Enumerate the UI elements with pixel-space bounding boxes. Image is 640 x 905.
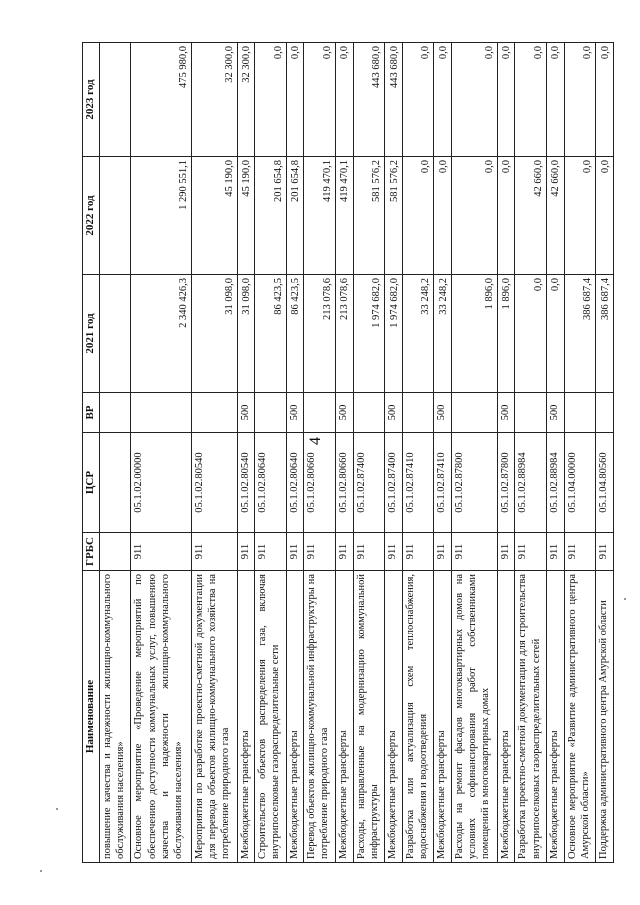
cell-vr: 500 (434, 393, 451, 433)
cell-csr: 05.1.02.80660 (304, 433, 336, 533)
cell-2023: 0,0 (547, 43, 564, 157)
cell-vr: 500 (547, 393, 564, 433)
cell-2021: 31 098,0 (237, 275, 254, 393)
cell-grbs: 911 (434, 533, 451, 571)
header-2023: 2023 год (83, 43, 100, 157)
cell-csr: 05.1.04.00000 (564, 433, 596, 533)
scan-speck (56, 808, 58, 810)
cell-2023: 32 300,0 (237, 43, 254, 157)
cell-2022: 42 660,0 (547, 157, 564, 275)
cell-2021: 213 078,6 (304, 275, 336, 393)
cell-grbs: 911 (286, 533, 303, 571)
cell-name: Межбюджетные трансферты (434, 571, 451, 863)
page-number: 4 (307, 437, 324, 445)
table-row (596, 43, 614, 863)
cell-2022: 0,0 (451, 157, 497, 275)
cell-csr: 05.1.02.88984 (515, 433, 547, 533)
cell-2022: 45 190,0 (191, 157, 237, 275)
rotated-table-wrapper (82, 43, 614, 863)
cell-name: Строительство объектов распределения газа, включая внутрипоселковые газораспределительные сети (255, 571, 287, 863)
cell-vr (564, 393, 596, 433)
table-row (564, 43, 596, 863)
cell-2021: 386 687,4 (596, 275, 614, 393)
cell-2021: 33 248,2 (434, 275, 451, 393)
cell-name: Мероприятия по разработке проектно-сметной документации для перевода объектов жилищно-коммунального хозяйства на потребление природного газа (191, 571, 237, 863)
cell-vr (191, 393, 237, 433)
cell-2023: 0,0 (402, 43, 434, 157)
cell-2023: 0,0 (515, 43, 547, 157)
cell-csr: 05.1.02.87410 (434, 433, 451, 533)
cell-grbs: 911 (497, 533, 514, 571)
cell-vr (131, 393, 191, 433)
cell-2022: 201 654,8 (255, 157, 287, 275)
cell-2023: 475 980,0 (131, 43, 191, 157)
header-grbs: ГРБС (83, 533, 100, 571)
cell-vr (451, 393, 497, 433)
cell-csr: 05.1.02.80640 (255, 433, 287, 533)
cell-2023: 0,0 (497, 43, 514, 157)
table-row (286, 43, 303, 863)
cell-vr: 500 (385, 393, 402, 433)
table-row (255, 43, 287, 863)
cell-name: Межбюджетные трансферты (336, 571, 353, 863)
cell-vr (402, 393, 434, 433)
table-row (353, 43, 385, 863)
cell-grbs: 911 (336, 533, 353, 571)
cell-2023: 0,0 (286, 43, 303, 157)
table-row (99, 43, 131, 863)
cell-2023: 0,0 (564, 43, 596, 157)
cell-name: Межбюджетные трансферты (385, 571, 402, 863)
cell-vr: 500 (286, 393, 303, 433)
cell-2021 (99, 275, 131, 393)
cell-2023: 443 680,0 (385, 43, 402, 157)
cell-grbs: 911 (547, 533, 564, 571)
cell-csr: 05.1.02.00000 (131, 433, 191, 533)
cell-grbs: 911 (304, 533, 336, 571)
table-row (304, 43, 336, 863)
cell-grbs: 911 (191, 533, 237, 571)
table-row (547, 43, 564, 863)
cell-2023: 0,0 (434, 43, 451, 157)
cell-2021: 0,0 (547, 275, 564, 393)
cell-vr: 500 (497, 393, 514, 433)
cell-csr: 05.1.02.88984 (547, 433, 564, 533)
cell-2023: 0,0 (255, 43, 287, 157)
header-vr: ВР (83, 393, 100, 433)
cell-vr (255, 393, 287, 433)
cell-2021: 86 423,5 (255, 275, 287, 393)
cell-2022: 1 290 551,1 (131, 157, 191, 275)
cell-name: Перевод объектов жилищно-коммунальной инфраструктуры на потребление природного газа (304, 571, 336, 863)
cell-2022: 419 470,1 (336, 157, 353, 275)
cell-grbs (99, 533, 131, 571)
table-row (336, 43, 353, 863)
cell-name: Поддержка административного центра Амурской области (596, 571, 614, 863)
cell-2022: 45 190,0 (237, 157, 254, 275)
cell-2022: 0,0 (434, 157, 451, 275)
cell-vr (353, 393, 385, 433)
cell-csr: 05.1.02.87400 (385, 433, 402, 533)
cell-vr (304, 393, 336, 433)
cell-2021: 1 896,0 (451, 275, 497, 393)
scan-speck (624, 598, 626, 600)
table-row (434, 43, 451, 863)
cell-name: Межбюджетные трансферты (497, 571, 514, 863)
cell-vr: 500 (336, 393, 353, 433)
header-csr: ЦСР (83, 433, 100, 533)
cell-name: Расходы на ремонт фасадов многоквартирных домов на условиях софинансирования работ собственниками помещений в многоквартирных домах (451, 571, 497, 863)
cell-grbs: 911 (385, 533, 402, 571)
cell-2022: 0,0 (564, 157, 596, 275)
cell-2022: 581 576,2 (353, 157, 385, 275)
table-header-row (83, 43, 100, 863)
cell-2023 (99, 43, 131, 157)
cell-2022: 419 470,1 (304, 157, 336, 275)
cell-2023: 0,0 (451, 43, 497, 157)
cell-grbs: 911 (564, 533, 596, 571)
cell-grbs: 911 (237, 533, 254, 571)
cell-2021: 86 423,5 (286, 275, 303, 393)
header-2021: 2021 год (83, 275, 100, 393)
cell-2021: 0,0 (515, 275, 547, 393)
cell-name: Разработка проектно-сметной документации для строительства внутрипоселковых газораспределительных сетей (515, 571, 547, 863)
table-row (497, 43, 514, 863)
cell-2022: 42 660,0 (515, 157, 547, 275)
cell-csr: 05.1.02.87800 (497, 433, 514, 533)
scan-speck (40, 870, 42, 872)
cell-csr: 05.1.02.87410 (402, 433, 434, 533)
cell-2023: 32 300,0 (191, 43, 237, 157)
cell-2023: 443 680,0 (353, 43, 385, 157)
cell-2022 (99, 157, 131, 275)
cell-csr: 05.1.02.80540 (237, 433, 254, 533)
header-2022: 2022 год (83, 157, 100, 275)
cell-csr: 05.1.02.87800 (451, 433, 497, 533)
cell-2022: 0,0 (596, 157, 614, 275)
table-row (451, 43, 497, 863)
cell-vr (99, 393, 131, 433)
cell-2021: 33 248,2 (402, 275, 434, 393)
cell-csr: 05.1.02.80640 (286, 433, 303, 533)
cell-name: Межбюджетные трансферты (547, 571, 564, 863)
cell-name: повышение качества и надежности жилищно-коммунального обслуживания населения» (99, 571, 131, 863)
cell-vr (596, 393, 614, 433)
table-row (385, 43, 402, 863)
cell-2022: 0,0 (497, 157, 514, 275)
cell-csr: 05.1.02.87400 (353, 433, 385, 533)
cell-grbs: 911 (255, 533, 287, 571)
cell-2022: 201 654,8 (286, 157, 303, 275)
cell-name: Межбюджетные трансферты (286, 571, 303, 863)
cell-2021: 1 974 682,0 (385, 275, 402, 393)
table-row (191, 43, 237, 863)
cell-csr: 05.1.04.80560 (596, 433, 614, 533)
cell-2021: 213 078,6 (336, 275, 353, 393)
cell-2021: 1 974 682,0 (353, 275, 385, 393)
cell-2021: 2 340 426,3 (131, 275, 191, 393)
budget-table (82, 42, 614, 863)
cell-2021: 386 687,4 (564, 275, 596, 393)
cell-grbs: 911 (515, 533, 547, 571)
cell-2023: 0,0 (596, 43, 614, 157)
cell-csr: 05.1.02.80540 (191, 433, 237, 533)
cell-csr: 05.1.02.80660 (336, 433, 353, 533)
cell-grbs: 911 (451, 533, 497, 571)
cell-2022: 581 576,2 (385, 157, 402, 275)
cell-grbs: 911 (596, 533, 614, 571)
cell-csr (99, 433, 131, 533)
header-name: Наименование (83, 571, 100, 863)
cell-name: Расходы, направленные на модернизацию коммунальной инфраструктуры (353, 571, 385, 863)
table-row (237, 43, 254, 863)
cell-vr: 500 (237, 393, 254, 433)
cell-name: Разработка или актуализация схем теплоснабжения, водоснабжения и водоотведения (402, 571, 434, 863)
cell-grbs: 911 (353, 533, 385, 571)
table-row (131, 43, 191, 863)
cell-vr (515, 393, 547, 433)
cell-2023: 0,0 (304, 43, 336, 157)
table-row (402, 43, 434, 863)
cell-2022: 0,0 (402, 157, 434, 275)
cell-2021: 1 896,0 (497, 275, 514, 393)
cell-grbs: 911 (131, 533, 191, 571)
cell-name: Основное мероприятие «Развитие административного центра Амурской области» (564, 571, 596, 863)
cell-name: Основное мероприятие «Проведение мероприятий по обеспечению доступности коммунальных услуг, повышению качества и надежности жилищно-коммунального обслуживания населения» (131, 571, 191, 863)
cell-name: Межбюджетные трансферты (237, 571, 254, 863)
cell-2023: 0,0 (336, 43, 353, 157)
cell-grbs: 911 (402, 533, 434, 571)
cell-2021: 31 098,0 (191, 275, 237, 393)
table-row (515, 43, 547, 863)
